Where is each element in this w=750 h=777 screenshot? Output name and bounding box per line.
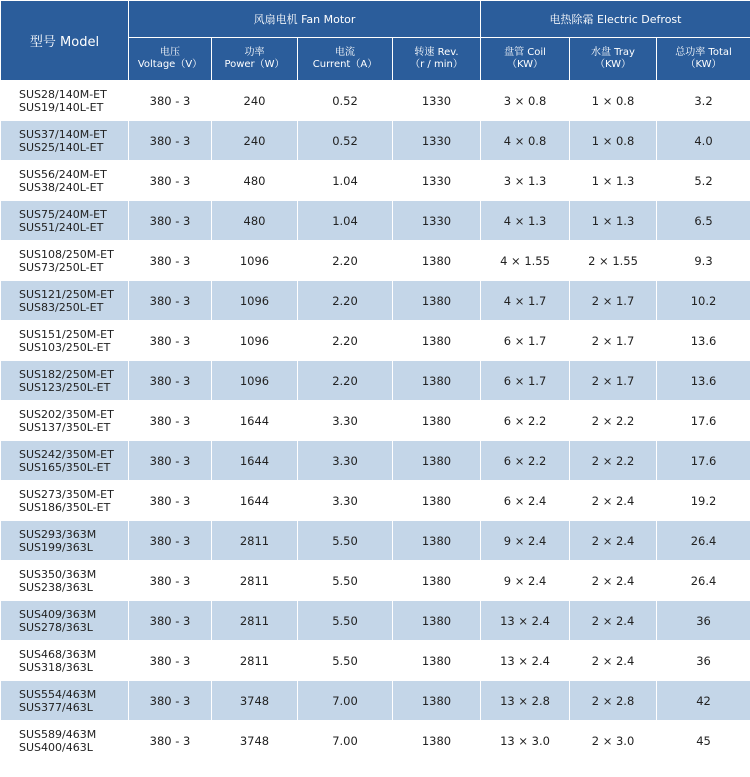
voltage-cell: 380 - 3 [129, 361, 212, 401]
rev-cell: 1380 [393, 721, 481, 761]
voltage-cell: 380 - 3 [129, 561, 212, 601]
current-cell: 5.50 [298, 641, 393, 681]
rev-cell: 1380 [393, 241, 481, 281]
model-cell: SUS28/140M-ET SUS19/140L-ET [1, 81, 129, 121]
tray-cell: 1 × 1.3 [570, 161, 657, 201]
voltage-cell: 380 - 3 [129, 161, 212, 201]
rev-cell: 1380 [393, 521, 481, 561]
table-row [1, 321, 750, 361]
model-cell: SUS273/350M-ET SUS186/350L-ET [1, 481, 129, 521]
voltage-cell: 380 - 3 [129, 121, 212, 161]
table-row [1, 521, 750, 561]
rev-cell: 1330 [393, 81, 481, 121]
model-cell: SUS554/463M SUS377/463L [1, 681, 129, 721]
power-cell: 240 [212, 121, 298, 161]
coil-cell: 13 × 3.0 [481, 721, 570, 761]
power-cell: 1096 [212, 361, 298, 401]
model-cell: SUS350/363M SUS238/363L [1, 561, 129, 601]
current-cell: 2.20 [298, 281, 393, 321]
table-row [1, 601, 750, 641]
total-cell: 36 [657, 641, 750, 681]
total-cell: 5.2 [657, 161, 750, 201]
rev-cell: 1380 [393, 321, 481, 361]
total-cell: 9.3 [657, 241, 750, 281]
model-cell: SUS56/240M-ET SUS38/240L-ET [1, 161, 129, 201]
model-cell: SUS37/140M-ET SUS25/140L-ET [1, 121, 129, 161]
current-cell: 5.50 [298, 561, 393, 601]
coil-cell: 13 × 2.4 [481, 641, 570, 681]
voltage-cell: 380 - 3 [129, 81, 212, 121]
model-cell: SUS293/363M SUS199/363L [1, 521, 129, 561]
coil-cell: 6 × 1.7 [481, 321, 570, 361]
table-row [1, 721, 750, 761]
rev-cell: 1380 [393, 361, 481, 401]
header-model: 型号 Model [1, 1, 129, 81]
tray-cell: 2 × 2.4 [570, 561, 657, 601]
power-cell: 3748 [212, 681, 298, 721]
current-cell: 0.52 [298, 121, 393, 161]
rev-cell: 1380 [393, 441, 481, 481]
table-row [1, 361, 750, 401]
total-cell: 6.5 [657, 201, 750, 241]
current-cell: 7.00 [298, 681, 393, 721]
voltage-cell: 380 - 3 [129, 721, 212, 761]
model-cell: SUS468/363M SUS318/363L [1, 641, 129, 681]
tray-cell: 1 × 1.3 [570, 201, 657, 241]
table-row [1, 161, 750, 201]
tray-cell: 2 × 1.55 [570, 241, 657, 281]
total-cell: 26.4 [657, 561, 750, 601]
coil-cell: 6 × 2.2 [481, 401, 570, 441]
coil-cell: 4 × 1.55 [481, 241, 570, 281]
rev-cell: 1330 [393, 201, 481, 241]
coil-cell: 4 × 0.8 [481, 121, 570, 161]
table-row [1, 241, 750, 281]
rev-cell: 1380 [393, 481, 481, 521]
header-tray: 水盘 Tray （KW） [570, 38, 657, 81]
total-cell: 26.4 [657, 521, 750, 561]
coil-cell: 9 × 2.4 [481, 521, 570, 561]
table-row [1, 441, 750, 481]
model-cell: SUS242/350M-ET SUS165/350L-ET [1, 441, 129, 481]
coil-cell: 3 × 0.8 [481, 81, 570, 121]
power-cell: 2811 [212, 521, 298, 561]
rev-cell: 1380 [393, 401, 481, 441]
tray-cell: 2 × 2.4 [570, 601, 657, 641]
power-cell: 2811 [212, 641, 298, 681]
total-cell: 10.2 [657, 281, 750, 321]
model-cell: SUS75/240M-ET SUS51/240L-ET [1, 201, 129, 241]
voltage-cell: 380 - 3 [129, 201, 212, 241]
model-cell: SUS589/463M SUS400/463L [1, 721, 129, 761]
voltage-cell: 380 - 3 [129, 281, 212, 321]
tray-cell: 2 × 1.7 [570, 321, 657, 361]
total-cell: 13.6 [657, 321, 750, 361]
rev-cell: 1380 [393, 601, 481, 641]
tray-cell: 2 × 2.4 [570, 521, 657, 561]
current-cell: 0.52 [298, 81, 393, 121]
rev-cell: 1330 [393, 161, 481, 201]
header-fan-motor: 风扇电机 Fan Motor [129, 1, 481, 38]
current-cell: 1.04 [298, 201, 393, 241]
current-cell: 7.00 [298, 721, 393, 761]
coil-cell: 6 × 2.2 [481, 441, 570, 481]
table-header [1, 1, 750, 81]
tray-cell: 2 × 2.4 [570, 641, 657, 681]
voltage-cell: 380 - 3 [129, 681, 212, 721]
total-cell: 17.6 [657, 401, 750, 441]
model-cell: SUS202/350M-ET SUS137/350L-ET [1, 401, 129, 441]
coil-cell: 4 × 1.3 [481, 201, 570, 241]
current-cell: 3.30 [298, 481, 393, 521]
tray-cell: 2 × 1.7 [570, 361, 657, 401]
rev-cell: 1380 [393, 281, 481, 321]
total-cell: 36 [657, 601, 750, 641]
current-cell: 5.50 [298, 521, 393, 561]
model-cell: SUS182/250M-ET SUS123/250L-ET [1, 361, 129, 401]
table-row [1, 281, 750, 321]
rev-cell: 1380 [393, 561, 481, 601]
tray-cell: 2 × 2.2 [570, 401, 657, 441]
tray-cell: 2 × 2.2 [570, 441, 657, 481]
voltage-cell: 380 - 3 [129, 441, 212, 481]
tray-cell: 1 × 0.8 [570, 121, 657, 161]
header-total: 总功率 Total （KW） [657, 38, 750, 81]
header-power: 功率 Power（W） [212, 38, 298, 81]
voltage-cell: 380 - 3 [129, 521, 212, 561]
tray-cell: 1 × 0.8 [570, 81, 657, 121]
coil-cell: 3 × 1.3 [481, 161, 570, 201]
current-cell: 3.30 [298, 441, 393, 481]
rev-cell: 1380 [393, 641, 481, 681]
table-row [1, 681, 750, 721]
model-cell: SUS409/363M SUS278/363L [1, 601, 129, 641]
coil-cell: 9 × 2.4 [481, 561, 570, 601]
power-cell: 1644 [212, 441, 298, 481]
coil-cell: 13 × 2.8 [481, 681, 570, 721]
power-cell: 240 [212, 81, 298, 121]
table-row [1, 401, 750, 441]
power-cell: 2811 [212, 561, 298, 601]
header-coil: 盘管 Coil （KW） [481, 38, 570, 81]
voltage-cell: 380 - 3 [129, 481, 212, 521]
header-rev: 转速 Rev. （r / min） [393, 38, 481, 81]
tray-cell: 2 × 3.0 [570, 721, 657, 761]
power-cell: 480 [212, 161, 298, 201]
total-cell: 3.2 [657, 81, 750, 121]
coil-cell: 6 × 2.4 [481, 481, 570, 521]
table-row [1, 481, 750, 521]
total-cell: 45 [657, 721, 750, 761]
current-cell: 3.30 [298, 401, 393, 441]
current-cell: 1.04 [298, 161, 393, 201]
total-cell: 19.2 [657, 481, 750, 521]
tray-cell: 2 × 2.8 [570, 681, 657, 721]
current-cell: 5.50 [298, 601, 393, 641]
table-row [1, 121, 750, 161]
total-cell: 4.0 [657, 121, 750, 161]
total-cell: 17.6 [657, 441, 750, 481]
table-row [1, 81, 750, 121]
coil-cell: 4 × 1.7 [481, 281, 570, 321]
rev-cell: 1330 [393, 121, 481, 161]
total-cell: 42 [657, 681, 750, 721]
current-cell: 2.20 [298, 321, 393, 361]
model-cell: SUS108/250M-ET SUS73/250L-ET [1, 241, 129, 281]
header-current: 电流 Current（A） [298, 38, 393, 81]
voltage-cell: 380 - 3 [129, 321, 212, 361]
power-cell: 3748 [212, 721, 298, 761]
model-cell: SUS121/250M-ET SUS83/250L-ET [1, 281, 129, 321]
voltage-cell: 380 - 3 [129, 641, 212, 681]
power-cell: 1644 [212, 401, 298, 441]
power-cell: 1096 [212, 281, 298, 321]
voltage-cell: 380 - 3 [129, 601, 212, 641]
header-electric-defrost: 电热除霜 Electric Defrost [481, 1, 750, 38]
tray-cell: 2 × 1.7 [570, 281, 657, 321]
coil-cell: 6 × 1.7 [481, 361, 570, 401]
total-cell: 13.6 [657, 361, 750, 401]
power-cell: 1096 [212, 321, 298, 361]
voltage-cell: 380 - 3 [129, 401, 212, 441]
rev-cell: 1380 [393, 681, 481, 721]
power-cell: 480 [212, 201, 298, 241]
current-cell: 2.20 [298, 361, 393, 401]
power-cell: 1644 [212, 481, 298, 521]
coil-cell: 13 × 2.4 [481, 601, 570, 641]
table-row [1, 201, 750, 241]
power-cell: 1096 [212, 241, 298, 281]
header-voltage: 电压 Voltage（V） [129, 38, 212, 81]
current-cell: 2.20 [298, 241, 393, 281]
voltage-cell: 380 - 3 [129, 241, 212, 281]
table-row [1, 561, 750, 601]
table-body [1, 81, 750, 761]
model-cell: SUS151/250M-ET SUS103/250L-ET [1, 321, 129, 361]
table-row [1, 641, 750, 681]
power-cell: 2811 [212, 601, 298, 641]
tray-cell: 2 × 2.4 [570, 481, 657, 521]
